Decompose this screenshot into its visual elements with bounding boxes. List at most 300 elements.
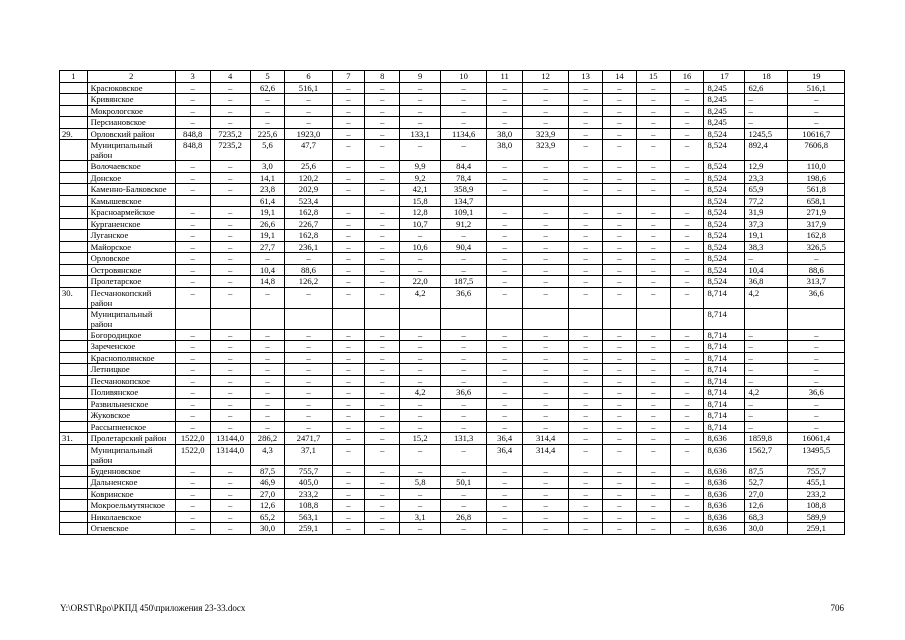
value-cell: 7606,8 [788, 140, 845, 161]
value-cell: – [523, 82, 569, 94]
value-cell: 77,2 [745, 195, 788, 207]
table-row [60, 184, 845, 196]
value-cell: – [670, 218, 704, 230]
value-cell [523, 308, 569, 329]
header-row [60, 71, 845, 83]
value-cell: 314,4 [523, 444, 569, 465]
value-cell: – [487, 387, 523, 399]
value-cell: – [332, 172, 365, 184]
row-number-cell [60, 364, 88, 376]
value-cell: – [523, 387, 569, 399]
value-cell: – [175, 341, 210, 353]
value-cell: – [788, 117, 845, 129]
value-cell: 38,0 [487, 140, 523, 161]
header-cell: 12 [523, 71, 569, 83]
value-cell: – [670, 410, 704, 422]
value-cell: 7235,2 [210, 128, 250, 140]
value-cell: – [210, 352, 250, 364]
value-cell: 8,524 [704, 207, 745, 219]
value-cell: 8,714 [704, 398, 745, 410]
value-cell: – [603, 276, 637, 288]
value-cell: – [365, 488, 400, 500]
value-cell: – [670, 207, 704, 219]
header-cell: 3 [175, 71, 210, 83]
value-cell: – [250, 94, 285, 106]
page-number: 706 [830, 603, 844, 613]
row-name-cell: Буденновское [87, 465, 175, 477]
value-cell: 358,9 [441, 184, 487, 196]
value-cell: – [487, 477, 523, 489]
value-cell: 8,524 [704, 253, 745, 265]
value-cell: – [441, 421, 487, 433]
table-row [60, 352, 845, 364]
value-cell: – [603, 253, 637, 265]
value-cell: 38,3 [745, 241, 788, 253]
value-cell: 108,8 [285, 500, 332, 512]
value-cell [636, 308, 670, 329]
value-cell: – [603, 230, 637, 242]
value-cell: 5,6 [250, 140, 285, 161]
value-cell [210, 308, 250, 329]
value-cell: 1562,7 [745, 444, 788, 465]
table-row [60, 230, 845, 242]
value-cell: – [250, 364, 285, 376]
row-name-cell: Орловское [87, 253, 175, 265]
value-cell: 8,636 [704, 477, 745, 489]
row-number-cell [60, 276, 88, 288]
value-cell: – [210, 387, 250, 399]
value-cell: 187,5 [441, 276, 487, 288]
value-cell: – [569, 218, 603, 230]
value-cell: – [636, 500, 670, 512]
value-cell: – [250, 105, 285, 117]
value-cell: 8,636 [704, 511, 745, 523]
value-cell: – [670, 105, 704, 117]
value-cell: – [636, 94, 670, 106]
value-cell: – [745, 329, 788, 341]
row-name-cell: Островянское [87, 264, 175, 276]
value-cell: – [175, 218, 210, 230]
value-cell: – [210, 488, 250, 500]
value-cell: – [569, 230, 603, 242]
value-cell: – [487, 375, 523, 387]
value-cell: – [285, 253, 332, 265]
value-cell: – [365, 276, 400, 288]
value-cell: – [487, 329, 523, 341]
value-cell: – [487, 230, 523, 242]
value-cell: 323,9 [523, 128, 569, 140]
value-cell: – [745, 341, 788, 353]
value-cell: – [487, 398, 523, 410]
value-cell: 516,1 [285, 82, 332, 94]
value-cell: 109,1 [441, 207, 487, 219]
value-cell: 46,9 [250, 477, 285, 489]
value-cell: – [603, 421, 637, 433]
row-number-cell [60, 218, 88, 230]
value-cell: – [175, 172, 210, 184]
table-row [60, 523, 845, 535]
value-cell: 8,524 [704, 230, 745, 242]
value-cell: 226,7 [285, 218, 332, 230]
value-cell: – [636, 421, 670, 433]
row-name-cell: Кривянское [87, 94, 175, 106]
row-number-cell: 30. [60, 287, 88, 308]
value-cell: – [670, 230, 704, 242]
value-cell: – [569, 117, 603, 129]
value-cell: – [670, 364, 704, 376]
value-cell: 8,636 [704, 500, 745, 512]
value-cell: – [175, 264, 210, 276]
value-cell: 8,714 [704, 341, 745, 353]
value-cell: – [365, 433, 400, 445]
value-cell: – [210, 161, 250, 173]
value-cell: – [487, 253, 523, 265]
value-cell: – [670, 329, 704, 341]
value-cell: – [487, 523, 523, 535]
value-cell: – [175, 329, 210, 341]
value-cell: 1134,6 [441, 128, 487, 140]
value-cell: – [250, 375, 285, 387]
value-cell: – [603, 140, 637, 161]
value-cell: – [603, 218, 637, 230]
row-number-cell [60, 352, 88, 364]
value-cell: – [210, 241, 250, 253]
value-cell: – [210, 253, 250, 265]
value-cell: – [365, 105, 400, 117]
value-cell: – [569, 94, 603, 106]
value-cell: 455,1 [788, 477, 845, 489]
value-cell: – [400, 421, 441, 433]
value-cell: – [365, 341, 400, 353]
table-row [60, 117, 845, 129]
value-cell: – [569, 500, 603, 512]
value-cell: – [603, 511, 637, 523]
value-cell: – [523, 329, 569, 341]
value-cell: – [365, 218, 400, 230]
value-cell: – [745, 410, 788, 422]
table-row [60, 465, 845, 477]
value-cell: – [523, 230, 569, 242]
value-cell [210, 195, 250, 207]
value-cell: – [487, 207, 523, 219]
value-cell: – [332, 105, 365, 117]
value-cell: – [569, 421, 603, 433]
value-cell: – [365, 241, 400, 253]
value-cell: – [441, 230, 487, 242]
value-cell: – [487, 500, 523, 512]
value-cell: – [175, 364, 210, 376]
value-cell: 8,524 [704, 128, 745, 140]
value-cell: 8,524 [704, 172, 745, 184]
value-cell: 134,7 [441, 195, 487, 207]
value-cell: – [365, 94, 400, 106]
value-cell: – [250, 287, 285, 308]
value-cell: 90,4 [441, 241, 487, 253]
value-cell: – [400, 140, 441, 161]
value-cell: – [788, 341, 845, 353]
value-cell: – [365, 117, 400, 129]
value-cell: 7235,2 [210, 140, 250, 161]
value-cell: 13144,0 [210, 444, 250, 465]
row-name-cell: Дальненское [87, 477, 175, 489]
value-cell: – [569, 465, 603, 477]
value-cell: 37,1 [285, 444, 332, 465]
value-cell: 1522,0 [175, 444, 210, 465]
value-cell: – [332, 276, 365, 288]
value-cell: – [332, 352, 365, 364]
row-name-cell: Камышевское [87, 195, 175, 207]
value-cell [175, 195, 210, 207]
value-cell: – [365, 128, 400, 140]
value-cell: – [210, 375, 250, 387]
footer-file-path: Y:\ORST\Rpo\РКПД 450\приложения 23-33.docx [60, 603, 246, 613]
value-cell: 5,8 [400, 477, 441, 489]
value-cell [523, 195, 569, 207]
value-cell: – [210, 82, 250, 94]
table-row [60, 500, 845, 512]
value-cell: – [210, 465, 250, 477]
value-cell: – [332, 128, 365, 140]
value-cell: – [603, 341, 637, 353]
value-cell: 52,7 [745, 477, 788, 489]
value-cell: – [569, 264, 603, 276]
row-number-cell [60, 444, 88, 465]
value-cell: – [210, 364, 250, 376]
value-cell: – [400, 364, 441, 376]
value-cell: – [175, 375, 210, 387]
value-cell: 8,636 [704, 488, 745, 500]
value-cell: – [365, 253, 400, 265]
value-cell: – [365, 329, 400, 341]
value-cell: – [400, 523, 441, 535]
value-cell: 8,524 [704, 218, 745, 230]
row-name-cell: Муниципальный район [87, 308, 175, 329]
value-cell: – [365, 184, 400, 196]
value-cell: 4,2 [745, 287, 788, 308]
value-cell: – [210, 184, 250, 196]
value-cell: – [332, 218, 365, 230]
value-cell: 133,1 [400, 128, 441, 140]
row-name-cell: Богородицкое [87, 329, 175, 341]
value-cell: 31,9 [745, 207, 788, 219]
value-cell: – [603, 352, 637, 364]
header-cell: 8 [365, 71, 400, 83]
value-cell: 62,6 [250, 82, 285, 94]
value-cell: – [332, 184, 365, 196]
value-cell: – [332, 364, 365, 376]
value-cell: 27,0 [745, 488, 788, 500]
value-cell: 78,4 [441, 172, 487, 184]
value-cell: – [569, 253, 603, 265]
value-cell: – [569, 375, 603, 387]
value-cell: 259,1 [788, 523, 845, 535]
value-cell: – [523, 364, 569, 376]
value-cell: 8,524 [704, 195, 745, 207]
value-cell: – [285, 94, 332, 106]
value-cell: – [569, 488, 603, 500]
value-cell: 26,6 [250, 218, 285, 230]
value-cell: 62,6 [745, 82, 788, 94]
value-cell: – [603, 264, 637, 276]
value-cell: 1245,5 [745, 128, 788, 140]
value-cell: – [175, 94, 210, 106]
value-cell: – [210, 218, 250, 230]
value-cell: – [569, 477, 603, 489]
header-cell: 18 [745, 71, 788, 83]
row-number-cell [60, 375, 88, 387]
value-cell: 26,8 [441, 511, 487, 523]
value-cell: – [670, 444, 704, 465]
value-cell [603, 308, 637, 329]
value-cell: – [365, 523, 400, 535]
value-cell: – [788, 329, 845, 341]
value-cell: – [250, 341, 285, 353]
value-cell: – [400, 82, 441, 94]
table-row [60, 218, 845, 230]
value-cell: 87,5 [745, 465, 788, 477]
value-cell: – [365, 140, 400, 161]
row-name-cell: Развильненское [87, 398, 175, 410]
row-name-cell: Поливянское [87, 387, 175, 399]
value-cell: – [175, 276, 210, 288]
value-cell: – [670, 465, 704, 477]
value-cell: – [175, 488, 210, 500]
value-cell: – [569, 207, 603, 219]
value-cell: – [210, 523, 250, 535]
value-cell: 84,4 [441, 161, 487, 173]
value-cell: 37,3 [745, 218, 788, 230]
value-cell: – [332, 477, 365, 489]
header-cell: 11 [487, 71, 523, 83]
value-cell: – [365, 161, 400, 173]
value-cell: 36,8 [745, 276, 788, 288]
value-cell: – [670, 276, 704, 288]
value-cell: 68,3 [745, 511, 788, 523]
value-cell: – [365, 387, 400, 399]
row-name-cell: Волочаевское [87, 161, 175, 173]
row-number-cell [60, 94, 88, 106]
value-cell [788, 308, 845, 329]
value-cell: – [670, 184, 704, 196]
value-cell: – [569, 511, 603, 523]
row-name-cell: Летницкое [87, 364, 175, 376]
value-cell: – [332, 241, 365, 253]
value-cell: – [332, 500, 365, 512]
value-cell: 47,7 [285, 140, 332, 161]
value-cell: 286,2 [250, 433, 285, 445]
value-cell: – [175, 477, 210, 489]
value-cell: 23,3 [745, 172, 788, 184]
row-name-cell: Красюковское [87, 82, 175, 94]
value-cell: – [523, 94, 569, 106]
value-cell: – [523, 241, 569, 253]
value-cell: – [523, 421, 569, 433]
value-cell: 8,714 [704, 375, 745, 387]
value-cell: 3,1 [400, 511, 441, 523]
value-cell: – [441, 465, 487, 477]
value-cell: – [603, 433, 637, 445]
value-cell: – [400, 230, 441, 242]
row-name-cell: Персиановское [87, 117, 175, 129]
value-cell: 3,0 [250, 161, 285, 173]
row-number-cell [60, 523, 88, 535]
value-cell: – [569, 341, 603, 353]
value-cell [670, 195, 704, 207]
row-number-cell [60, 184, 88, 196]
value-cell: – [636, 465, 670, 477]
value-cell: – [285, 410, 332, 422]
value-cell: 848,8 [175, 140, 210, 161]
value-cell: 523,4 [285, 195, 332, 207]
value-cell: – [487, 218, 523, 230]
value-cell: – [441, 82, 487, 94]
value-cell: – [210, 329, 250, 341]
value-cell: 755,7 [285, 465, 332, 477]
value-cell: 4,2 [400, 387, 441, 399]
value-cell: – [400, 398, 441, 410]
value-cell: – [365, 421, 400, 433]
value-cell: – [603, 128, 637, 140]
value-cell: 8,714 [704, 421, 745, 433]
value-cell: – [487, 287, 523, 308]
value-cell: – [523, 218, 569, 230]
value-cell: – [365, 477, 400, 489]
value-cell: – [285, 364, 332, 376]
value-cell: – [523, 184, 569, 196]
value-cell: – [523, 352, 569, 364]
value-cell: – [332, 433, 365, 445]
value-cell: – [400, 375, 441, 387]
table-row [60, 195, 845, 207]
value-cell: 8,714 [704, 387, 745, 399]
value-cell: – [569, 241, 603, 253]
header-cell: 15 [636, 71, 670, 83]
value-cell: – [441, 488, 487, 500]
value-cell: 323,9 [523, 140, 569, 161]
table-row [60, 308, 845, 329]
value-cell: – [487, 161, 523, 173]
value-cell: – [332, 253, 365, 265]
value-cell: 8,714 [704, 308, 745, 329]
value-cell: – [523, 477, 569, 489]
row-number-cell [60, 465, 88, 477]
value-cell: – [523, 488, 569, 500]
value-cell: 9,9 [400, 161, 441, 173]
value-cell: – [175, 117, 210, 129]
value-cell: – [603, 488, 637, 500]
value-cell: – [250, 253, 285, 265]
value-cell: – [400, 341, 441, 353]
value-cell: 10,4 [250, 264, 285, 276]
value-cell: – [636, 329, 670, 341]
value-cell: – [175, 465, 210, 477]
value-cell: – [400, 488, 441, 500]
value-cell: – [441, 329, 487, 341]
value-cell: – [636, 207, 670, 219]
table-row [60, 433, 845, 445]
row-name-cell: Рассыпненское [87, 421, 175, 433]
header-cell: 13 [569, 71, 603, 83]
value-cell: 561,8 [788, 184, 845, 196]
value-cell: 892,4 [745, 140, 788, 161]
value-cell: 8,714 [704, 329, 745, 341]
value-cell: – [332, 341, 365, 353]
value-cell: – [441, 94, 487, 106]
header-cell: 9 [400, 71, 441, 83]
row-name-cell: Курганенское [87, 218, 175, 230]
value-cell: 4,2 [400, 287, 441, 308]
value-cell: – [569, 184, 603, 196]
